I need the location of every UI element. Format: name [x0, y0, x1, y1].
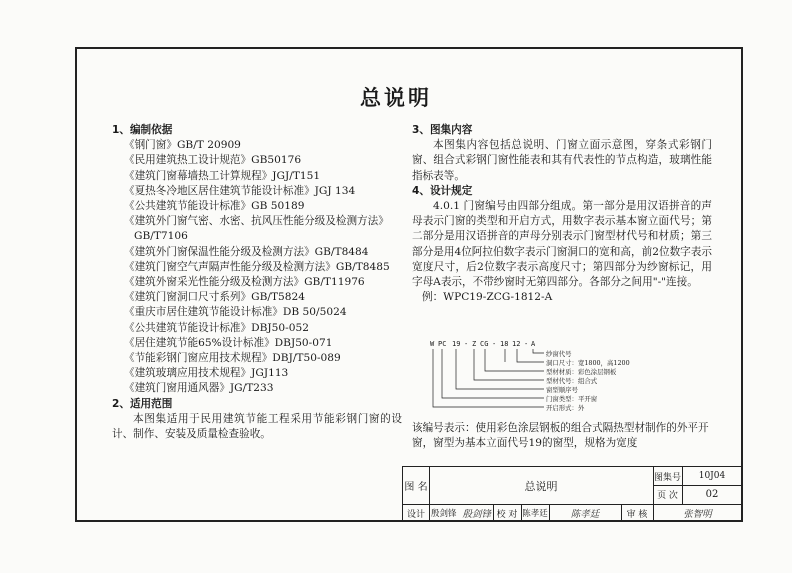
reference-item-continued: GB/T7106	[134, 230, 188, 243]
code-part-dash: -	[464, 340, 469, 348]
code-part-type: W	[430, 340, 435, 348]
page-number-value: 02	[705, 489, 719, 500]
reference-item: 《民用建筑热工设计规范》GB50176	[124, 154, 302, 167]
code-part-opening: PC	[438, 340, 447, 348]
right-column	[412, 123, 712, 305]
checker-signature-cell	[549, 504, 621, 522]
atlas-number-value: 10J04	[698, 471, 726, 481]
section-2-text: 本图集适用于民用建筑节能工程采用节能彩钢门窗的设计、制作、安装及质量检查验收。	[112, 412, 402, 441]
reference-item: 《建筑门窗幕墙热工计算规程》JGJ/T151	[124, 169, 321, 182]
design-label: 设计	[406, 509, 425, 520]
numbering-example: 例：WPC19-ZCG-1812-A	[422, 291, 553, 304]
reference-item: 《居住建筑节能65%设计标准》DBJ50-071	[124, 336, 333, 349]
label-window-sequence: 窗型顺序号	[546, 386, 578, 394]
section-4-text: 4.0.1 门窗编号由四部分组成。第一部分是用汉语拼音的声母表示门窗的类型和开启方式，用数字表示基本窗立面代号；第二部分是用汉语拼音的声母分别表示门窗型材代号和材质；第三部分是用4位阿拉伯数字表示门窗洞口的宽和高，前2位数字表示宽度尺寸，后2位数字表示高度尺寸；第四部分为纱窗标记，用字母A表示，不带纱窗时无第四部分。各部分之间用"-"连接。	[412, 200, 712, 289]
label-window-type: 门窗类型：平开窗	[546, 395, 598, 403]
reference-item: 《建筑门窗洞口尺寸系列》GB/T5824	[124, 291, 305, 304]
checker-name: 陈孝廷	[522, 509, 548, 519]
reviewer-signature: 张智明	[683, 509, 712, 520]
code-part-screen: A	[531, 340, 536, 348]
checker-signature: 陈孝廷	[570, 509, 600, 520]
reference-item: 《公共建筑节能设计标准》GB 50189	[124, 200, 305, 213]
reference-item: 《夏热冬冷地区居住建筑节能设计标准》JGJ 134	[124, 184, 356, 197]
numbering-explanation: 该编号表示：使用彩色涂层钢板的组合式隔热型材制作的外平开窗，窗型为基本立面代号19的窗型，规格为宽度	[412, 422, 709, 450]
left-column	[112, 123, 402, 442]
design-names	[429, 504, 493, 522]
reference-item: 《建筑门窗空气声隔声性能分级及检测方法》GB/T8485	[124, 260, 390, 273]
atlas-number-label: 图集号	[653, 472, 681, 483]
reference-item: 《建筑外门窗保温性能分级及检测方法》GB/T8484	[124, 245, 369, 258]
title-block	[402, 466, 743, 522]
reference-item: 《建筑外门窗气密、水密、抗风压性能分级及检测方法》	[124, 215, 389, 228]
reviewer-signature-cell	[653, 504, 742, 522]
label-profile-material: 型材材质：彩色涂层钢板	[546, 368, 617, 376]
code-part-number: 19	[452, 340, 461, 348]
check-label: 校 对	[496, 509, 518, 520]
code-part-width: 18	[500, 340, 509, 348]
reference-item: 《建筑玻璃应用技术规程》JGJ113	[124, 367, 289, 380]
drawing-name-value: 总说明	[524, 479, 558, 493]
reference-item: 《重庆市居住建筑节能设计标准》DB 50/5024	[124, 306, 347, 319]
section-3-heading: 3、图集内容	[412, 124, 473, 136]
label-opening-size: 洞口尺寸：宽1800，高1200	[546, 359, 630, 367]
reference-item: 《公共建筑节能设计标准》DBJ50-052	[124, 321, 309, 334]
code-part-material: CG	[480, 340, 489, 348]
label-profile-code: 型材代号：组合式	[546, 377, 598, 385]
review-label: 审 核	[626, 509, 648, 520]
reference-item: 《节能彩钢门窗应用技术规程》DBJ/T50-089	[124, 352, 341, 365]
code-part-height: 12	[512, 340, 521, 348]
reference-item: 《建筑门窗用通风器》JG/T233	[124, 382, 274, 395]
code-part-dash: -	[492, 340, 497, 348]
reference-item: 《建筑外窗采光性能分级及检测方法》GB/T11976	[124, 276, 365, 289]
designer-signature: 殷剑锋	[462, 509, 492, 520]
label-opening-form: 开启形式：外	[546, 404, 585, 412]
label-screen-code: 纱窗代号	[546, 350, 572, 358]
designer-name: 殷剑锋	[430, 509, 457, 519]
reference-item: 《钢门窗》GB/T 20909	[124, 139, 241, 152]
page-number-label: 页 次	[657, 491, 678, 501]
section-1-heading: 1、编制依据	[112, 124, 173, 136]
numbering-diagram	[430, 340, 710, 418]
section-2-heading: 2、适用范围	[112, 397, 173, 410]
section-4-heading: 4、设计规定	[412, 184, 473, 197]
page-title: 总说明	[360, 85, 432, 110]
drawing-name-label: 图 名	[404, 482, 428, 493]
section-3-text: 本图集内容包括总说明、门窗立面示意图，穿条式彩钢门窗、组合式彩钢门窗性能表和其有代表性的节点构造，玻璃性能指标表等。	[412, 139, 712, 182]
code-part-dash: -	[524, 340, 529, 348]
code-part-profile: Z	[472, 340, 477, 348]
